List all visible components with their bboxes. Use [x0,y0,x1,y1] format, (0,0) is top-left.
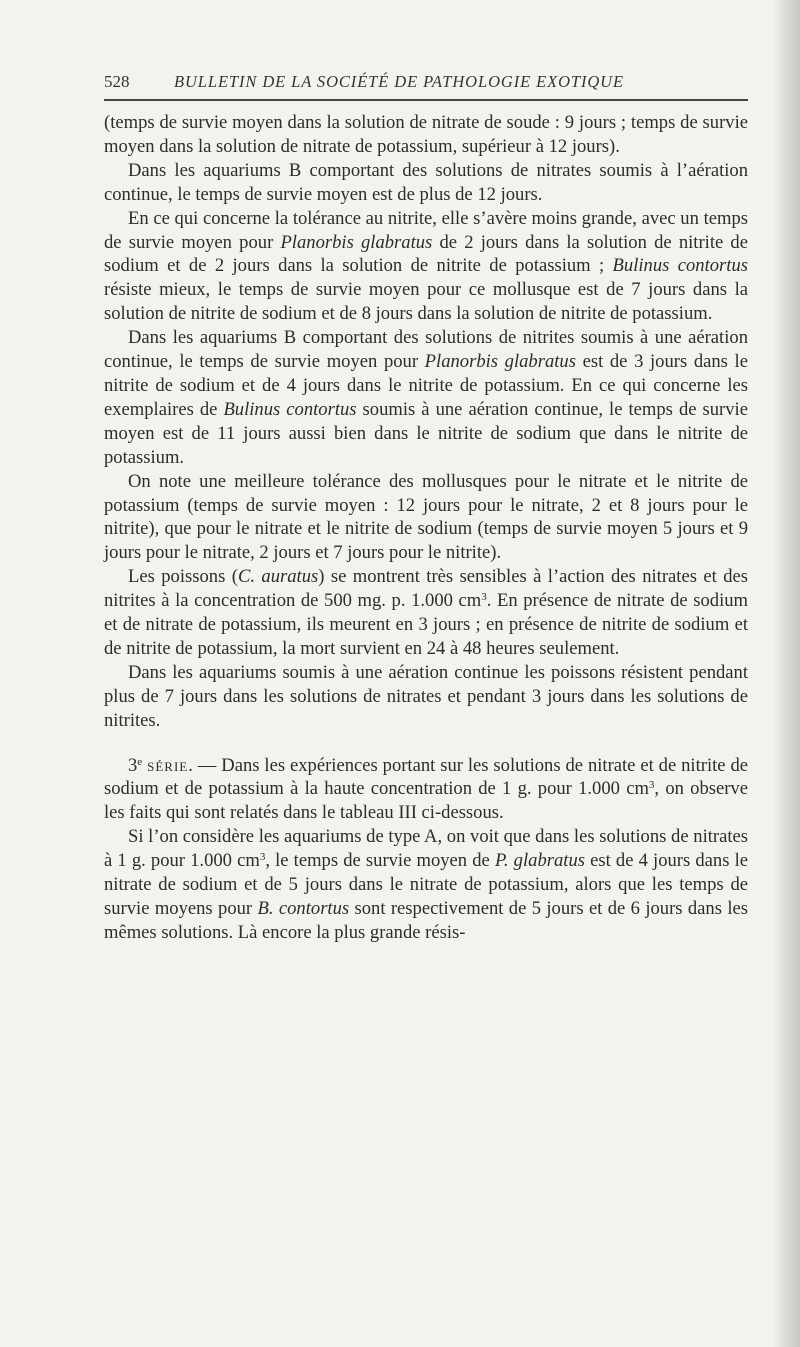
text-run: Dans les aquariums B comportant des solutions de nitrates soumis à l’aération continue, le temps de survie moyen est de plus de 12 jours. [104,159,748,205]
text-run: . En présence de nitrate de sodium et de nitrate de potassium, ils meurent en 3 jours ; en présence de nitrite de sodium et de nitrite de potassium, la mort survient en 24 à 48 heures seulement. [104,590,749,659]
paragraph [104,825,748,945]
italic-text: P. glabratus [494,850,585,872]
italic-text: C. auratus [237,566,319,588]
text-run: de 2 jours dans la solution de nitrite de sodium et de 2 jours dans la solution de nitrite de potassium ; [104,231,748,277]
text-run: . — Dans les expériences portant sur les solutions de nitrate et de nitrite de sodium et de potassium à la haute concentration de 1 g. pour 1.000 cm [104,754,749,800]
text-run: est de 4 jours dans le nitrate de sodium et de 5 jours dans le nitrate de potassium, alors que les temps de survie moyens pour [104,850,749,919]
text-run: En ce qui concerne la tolérance au nitrite, elle s’avère moins grande, avec un temps de survie moyen pour [104,207,748,253]
running-title: BULLETIN DE LA SOCIÉTÉ DE PATHOLOGIE EXOTIQUE [174,72,624,91]
page-edge-shadow [772,0,800,1347]
small-caps-text: série [147,754,189,776]
italic-text: Bulinus contortus [612,255,748,277]
italic-text: Bulinus contortus [223,398,357,420]
paragraph [104,470,748,566]
superscript: 3 [648,779,655,792]
text-run: 3 [128,754,138,776]
superscript: 3 [481,591,487,604]
text-run: , on observe les faits qui sont relatés dans le tableau III ci-dessous. [104,778,748,824]
italic-text: B. contortus [257,898,350,919]
superscript: 3 [259,851,266,864]
text-run: ) se montrent très sensibles à l’action des nitrates et des nitrites à la concentration de 500 mg. p. 1.000 cm [104,566,748,612]
text-run: On note une meilleure tolérance des mollusques pour le nitrate et le nitrite de potassium (temps de survie moyen : 12 jours pour le nitrate, 2 et 8 jours pour le nitrite), que pour le nitrate et le nitrite de sodium (temps de survie moyen 5 jours et 9 jours pour le nitrate, 2 jours et 7 jours pour le nitrite). [104,470,748,564]
text-run: (temps de survie moyen dans la solution de nitrate de soude : 9 jours ; temps de survie moyen dans la solution de nitrate de potassium, supérieur à 12 jours). [104,112,748,157]
paragraph [104,326,748,469]
paragraph [104,111,748,159]
text-run: Dans les aquariums B comportant des solutions de nitrites soumis à une aération continue, le temps de survie moyen pour [104,327,748,373]
text-run: Si l’on considère les aquariums de type A, on voit que dans les solutions de nitrates à 1 g. pour 1.000 cm [104,826,748,872]
text-run: soumis à une aération continue, le temps de survie moyen est de 11 jours aussi bien dans le nitrite de sodium que dans le nitrite de potassium. [104,398,748,468]
paragraph [104,159,748,207]
text-run: Dans les aquariums soumis à une aération continue les poissons résistent pendant plus de 7 jours dans les solutions de nitrates et pendant 3 jours dans les solutions de nitrites. [104,661,748,731]
paragraph [104,661,748,733]
superscript: e [137,755,143,768]
text-run: Les poissons ( [128,566,238,588]
page-header [104,64,748,96]
italic-text: Planorbis glabratus [280,231,433,253]
page-number: 528 [104,72,130,91]
text-run: sont respectivement de 5 jours et de 6 jours dans les mêmes solutions. Là encore la plus grande résis- [104,898,748,943]
paragraph [104,207,748,327]
paragraph [104,754,748,826]
header-rule [104,99,748,101]
paragraph [104,565,748,661]
text-run: est de 3 jours dans le nitrite de sodium et de 4 jours dans le nitrite de potassium. En ce qui concerne les exemplaires de [104,351,748,420]
text-run: résiste mieux, le temps de survie moyen pour ce mollusque est de 7 jours dans la solution de nitrite de sodium et de 8 jours dans la solution de nitrite de potassium. [104,279,748,325]
body-text [104,111,748,945]
text-run: , le temps de survie moyen de [265,850,495,872]
italic-text: Planorbis glabratus [424,351,576,373]
